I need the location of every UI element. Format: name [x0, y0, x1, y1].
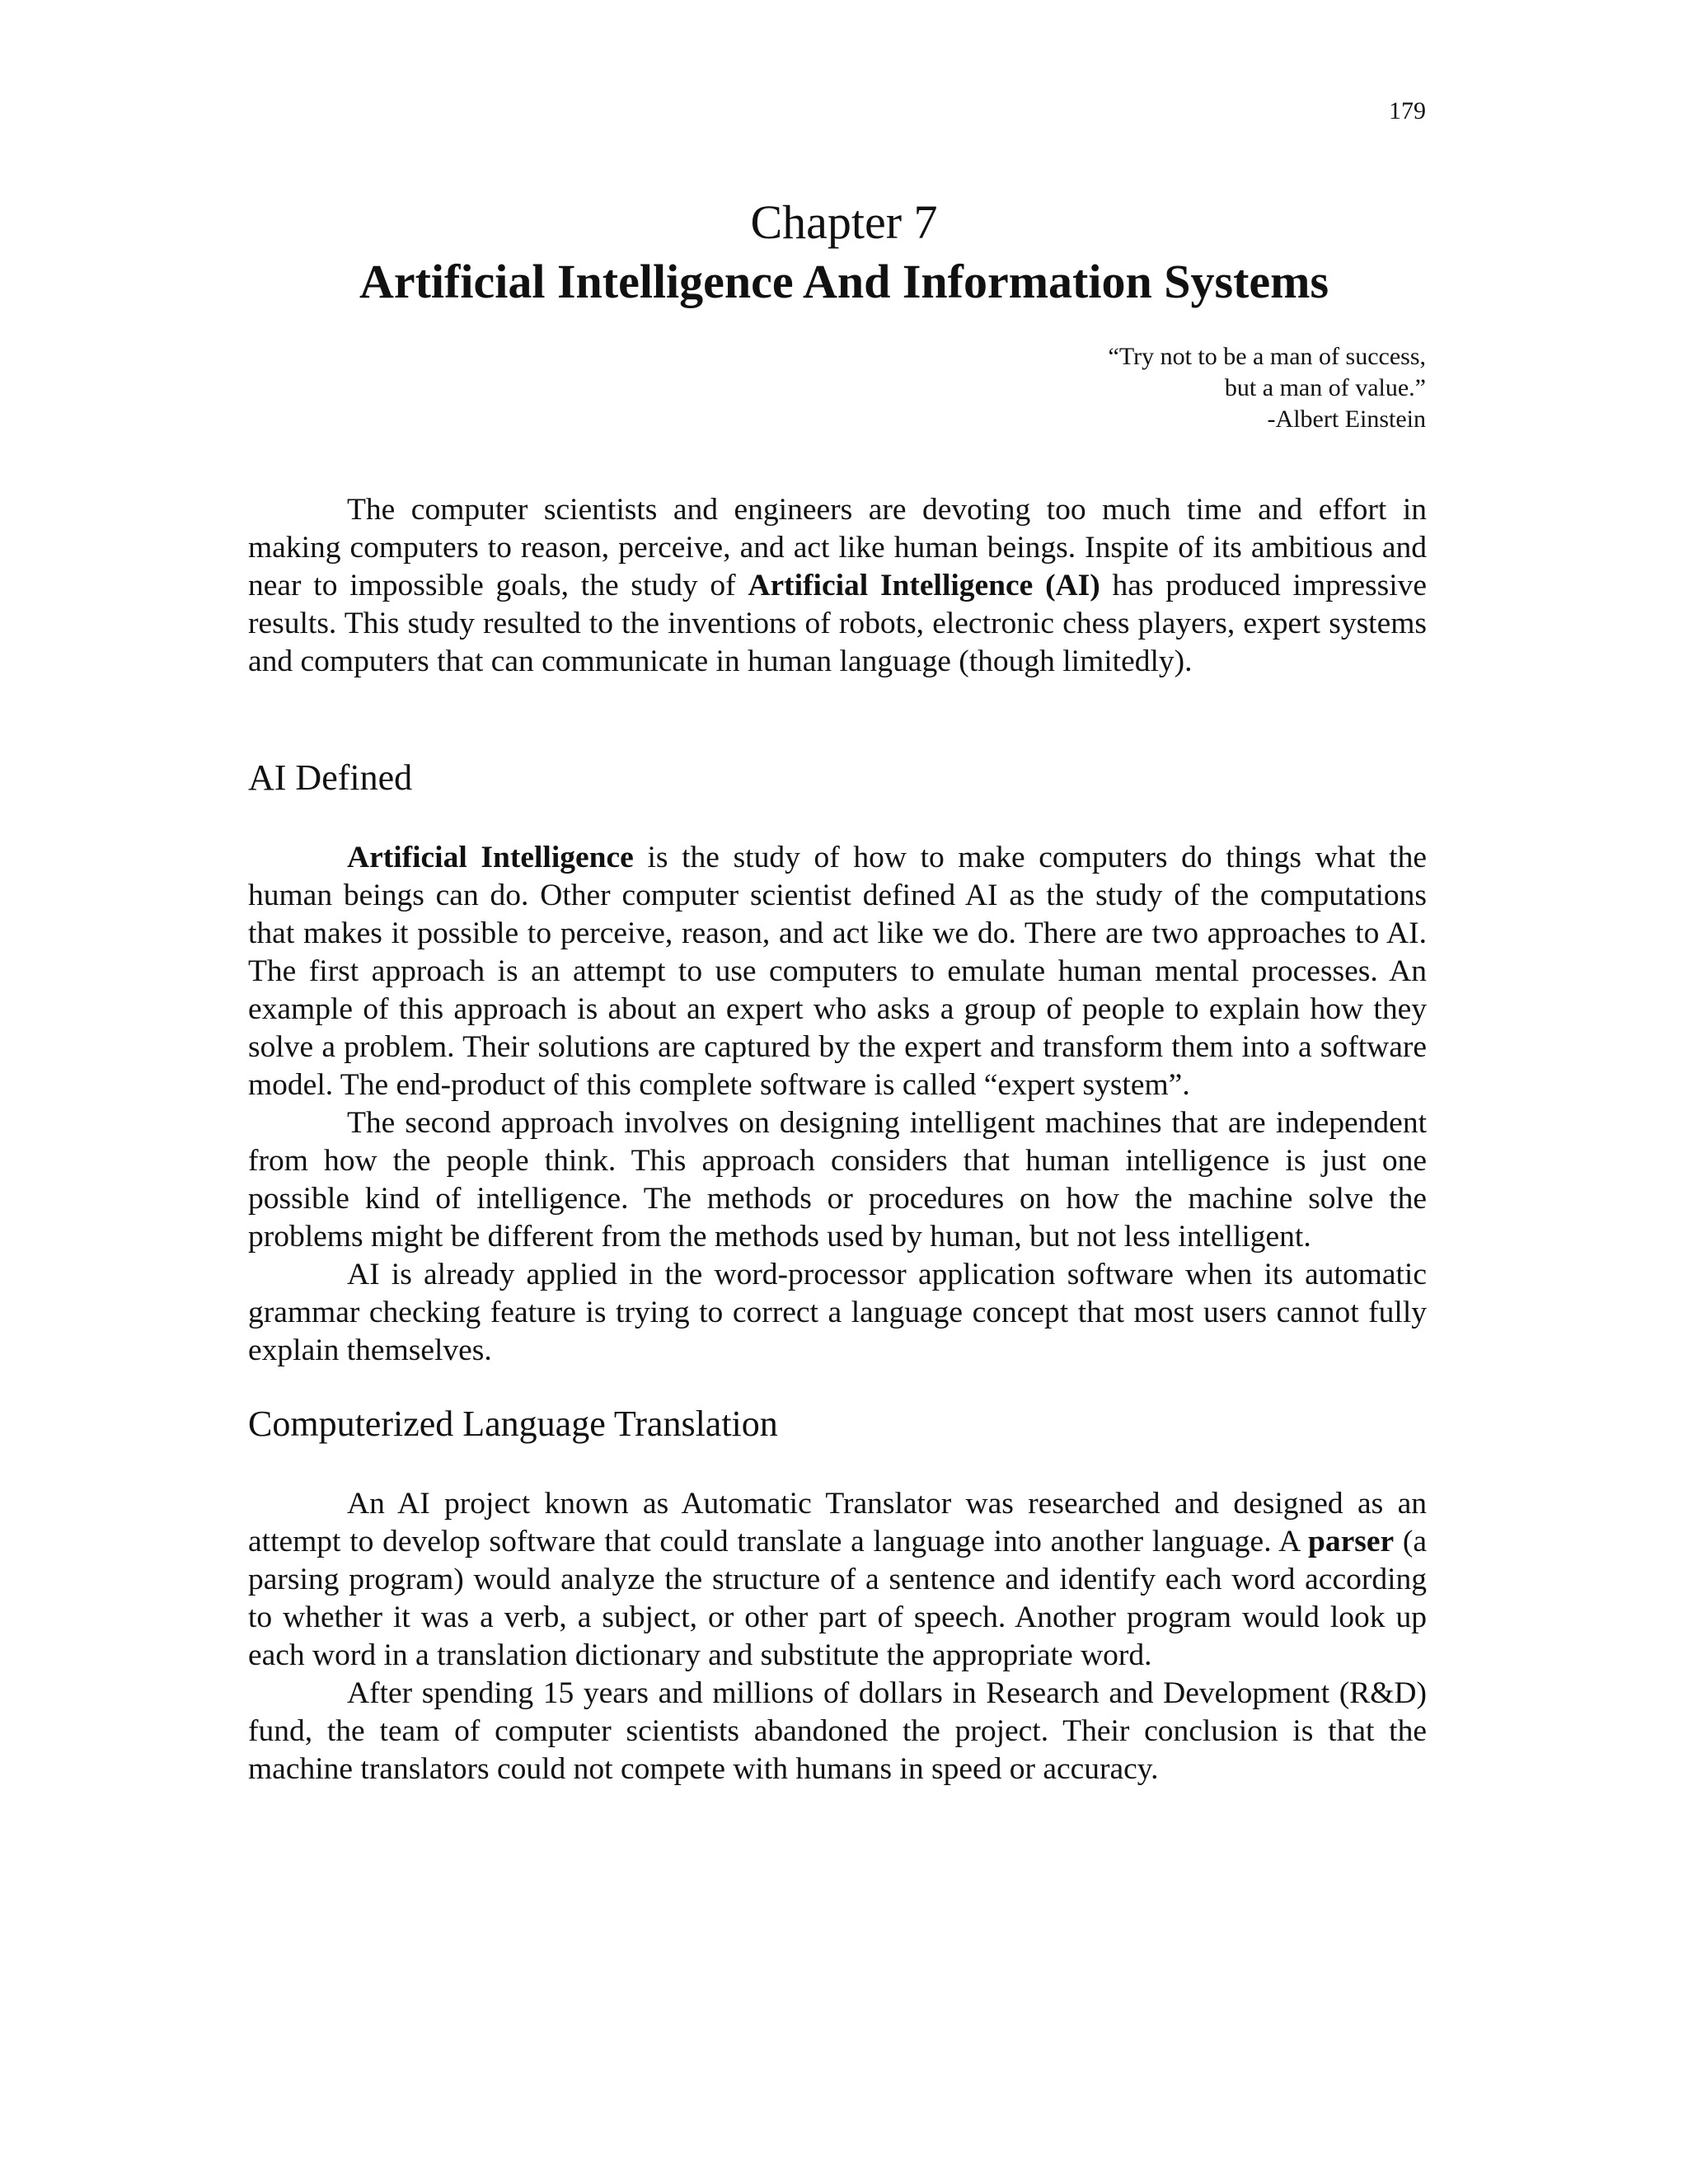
- term-parser: parser: [1307, 1525, 1395, 1558]
- intro-term-ai: Artificial Intelligence (AI): [748, 569, 1100, 602]
- section-heading-language-translation: Computerized Language Translation: [248, 1404, 778, 1444]
- epigraph-line-2: but a man of value.”: [1224, 374, 1426, 401]
- intro-paragraph: [248, 491, 1427, 681]
- chapter-title: Artificial Intelligence And Information Systems: [359, 255, 1329, 308]
- page-number: 179: [1389, 97, 1426, 124]
- intro-text-end: has produced impressive results. This study resulted to the inventions of robots, electronic chess players, expert systems and computers that can communicate in human language (though limitedly).: [248, 569, 1428, 678]
- section-heading-ai-defined: AI Defined: [248, 757, 413, 798]
- epigraph-attribution: -Albert Einstein: [1267, 405, 1426, 433]
- chapter-label: Chapter 7: [750, 195, 938, 249]
- epigraph-line-1: “Try not to be a man of success,: [1108, 343, 1426, 370]
- ai-defined-text-1: is the study of how to make computers do things what the human beings can do. Other computer scientist defined AI as the study of the computations that makes it possible to perceive, reason, and act like we do. There are two approaches to AI. The first approach is an attempt to use computers to emulate human mental processes. An example of this approach is about an expert who asks a group of people to explain how they solve a problem. Their solutions are captured by the expert and transform them into a software model. The end-product of this complete software is called “expert system”.: [248, 841, 1427, 1102]
- translation-paragraph-2: After spending 15 years and millions of dollars in Research and Development (R&D) fund, the team of computer scientists abandoned the project. Their conclusion is that the machine translators could not compete with humans in speed or accuracy.: [248, 1676, 1427, 1786]
- intro-text-start: The computer scientists and engineers are devoting too much time and effort in making computers to reason, perceive, and act like human beings. Inspite of its ambitious and near to impossible goals, the study of: [248, 493, 1427, 602]
- translation-text-end: (a parsing program) would analyze the structure of a sentence and identify each word according to whether it was a verb, a subject, or other part of speech. Another program would look up each word in a translation dictionary and substitute the appropriate word.: [248, 1525, 1427, 1672]
- chapter-body: [248, 491, 1427, 1788]
- ai-defined-paragraph-3: AI is already applied in the word-processor application software when its automatic grammar checking feature is trying to correct a language concept that most users cannot fully explain themselves.: [248, 1258, 1427, 1367]
- translation-paragraph-1: [248, 1485, 1427, 1675]
- ai-defined-paragraph-2: The second approach involves on designing intelligent machines that are independent from how the people think. This approach considers that human intelligence is just one possible kind of intelligence. The methods or procedures on how the machine solve the problems might be different from the methods used by human, but not less intelligent.: [248, 1106, 1427, 1254]
- ai-defined-paragraph-1: [248, 839, 1427, 1104]
- epigraph-quote: [1109, 341, 1427, 435]
- translation-text-start: An AI project known as Automatic Translator was researched and designed as an attempt to develop software that could translate a language into another language. A: [248, 1487, 1427, 1558]
- term-artificial-intelligence: Artificial Intelligence: [347, 841, 634, 874]
